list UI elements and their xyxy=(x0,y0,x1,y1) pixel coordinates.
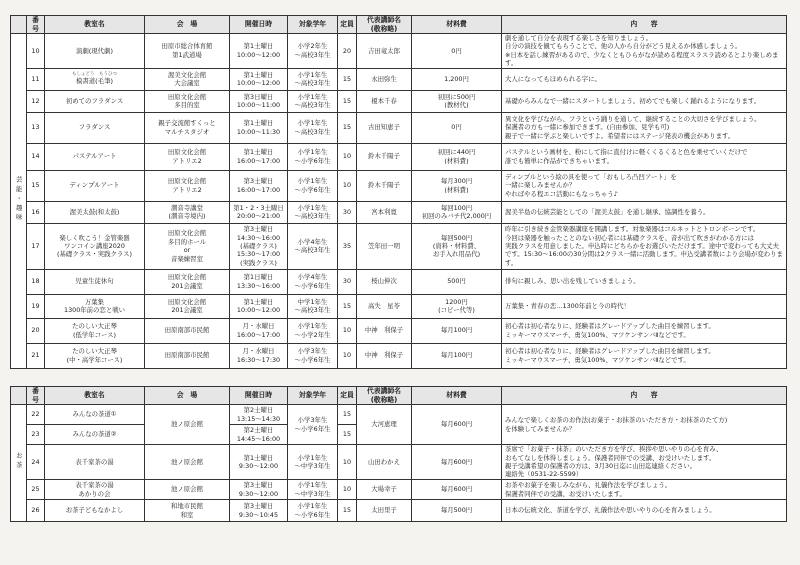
grade: 小学1年生 ～小学6年生 xyxy=(288,500,338,522)
schedule: 第1土曜日 10:00～12:00 xyxy=(230,34,288,69)
arts-hobbies-table xyxy=(10,15,787,369)
instructor-header: 代表講師名 (敬称略) xyxy=(357,16,412,34)
class-name-header: 教室名 xyxy=(45,387,145,405)
number-header: 番号 xyxy=(27,387,45,405)
schedule: 第2土曜日 14:45～16:00 xyxy=(230,425,288,445)
table-row xyxy=(11,34,787,69)
content: 初心者は初心者なりに、経験者はグレードアップした曲目を練習します。 ミッキーマウスマーチ、勇気100%、マツケンサンバⅡなどです。 xyxy=(502,318,787,343)
class-name: お茶子どもなかよし xyxy=(45,500,145,522)
grade-header: 対象学年 xyxy=(288,16,338,34)
capacity: 15 xyxy=(338,112,357,143)
fee: 毎月600円 xyxy=(412,405,502,445)
instructor: 笠年田一明 xyxy=(357,223,412,269)
grade: 小学3年生 ～小学6年生 xyxy=(288,343,338,368)
grade: 小学1年生 ～高校3年生 xyxy=(288,90,338,112)
content: ディンプルという絵の具を使って「おもしろ凸凹アート」を 一緒に楽しみませんか？ やればやる程エコ活動にもなっちゃう♪ xyxy=(502,170,787,201)
capacity: 15 xyxy=(338,68,357,90)
venue: 池ノ原会館 xyxy=(145,480,230,500)
class-name: 渥美太鼓(和太鼓) xyxy=(45,201,145,223)
header-row xyxy=(11,387,787,405)
venue-header: 会 場 xyxy=(145,387,230,405)
row-number: 22 xyxy=(27,405,45,425)
instructor: 永田弥生 xyxy=(357,68,412,90)
tea-ceremony-table xyxy=(10,386,787,522)
venue: 田原文化会館 多目的ホール or 音楽練習室 xyxy=(145,223,230,269)
capacity: 15 xyxy=(338,405,357,425)
table-row xyxy=(11,318,787,343)
schedule: 月・水曜日 16:00～17:00 xyxy=(230,318,288,343)
content: パステルという画材を、粉にして指に直付けに軽くくるくると色を乗せていくだけで 誰でも簡単に作品ができちゃいます。 xyxy=(502,143,787,170)
class-name: 楽しく吹こう！金管楽器 ワンコイン講座2020 (基礎クラス・実践クラス) xyxy=(45,223,145,269)
row-number: 26 xyxy=(27,500,45,522)
instructor: 吉田竜太郎 xyxy=(357,34,412,69)
content: 渥美半島の伝統芸能としての「渥美太鼓」を通し継承、協調性を養う。 xyxy=(502,201,787,223)
grade: 小学4年生 ～高校3年生 xyxy=(288,223,338,269)
row-number: 17 xyxy=(27,223,45,269)
capacity: 10 xyxy=(338,318,357,343)
row-number: 20 xyxy=(27,318,45,343)
table-row xyxy=(11,343,787,368)
row-number: 14 xyxy=(27,143,45,170)
fee-header: 材料費 xyxy=(412,16,502,34)
capacity-header: 定員 xyxy=(338,387,357,405)
venue: 田原文化会館 アトリエ2 xyxy=(145,143,230,170)
row-number: 12 xyxy=(27,90,45,112)
fee: 毎回500円 (資料・材料費、 お手入れ用品代) xyxy=(412,223,502,269)
grade: 小学1年生 ～高校3年生 xyxy=(288,112,338,143)
capacity: 35 xyxy=(338,223,357,269)
schedule: 第3土曜日 9:30～12:00 xyxy=(230,480,288,500)
grade: 小学1年生 ～小学6年生 xyxy=(288,170,338,201)
schedule: 第3土曜日 14:30～16:00 (基礎クラス) 15:30～17:00 (実践クラス) xyxy=(230,223,288,269)
venue: 親子交流館すくっと マルチスタジオ xyxy=(145,112,230,143)
class-name: フラダンス xyxy=(45,112,145,143)
capacity: 30 xyxy=(338,269,357,294)
grade: 小学1年生 ～小学6年生 xyxy=(288,143,338,170)
class-name: たのしい大正琴 (低学年コース) xyxy=(45,318,145,343)
capacity-header: 定員 xyxy=(338,16,357,34)
venue: 田原文化会館 アトリエ2 xyxy=(145,170,230,201)
row-number: 16 xyxy=(27,201,45,223)
instructor: 山田わかえ xyxy=(357,445,412,480)
capacity: 15 xyxy=(338,425,357,445)
instructor: 大河恵理 xyxy=(357,405,412,445)
capacity: 10 xyxy=(338,170,357,201)
instructor: 鈴木千陽子 xyxy=(357,170,412,201)
class-name: 初めてのフラダンス xyxy=(45,90,145,112)
capacity: 10 xyxy=(338,343,357,368)
category-label: お茶 xyxy=(11,405,27,522)
content: 俳句に親しみ、思い出を残していきましょう。 xyxy=(502,269,787,294)
grade: 小学1年生 ～中学3年生 xyxy=(288,480,338,500)
venue: 和地市民館 和室 xyxy=(145,500,230,522)
content: 異文化を学びながら、フラという踊りを通して、継続することの大切さを学びましょう。 保護者の方も一緒に参加できます。(自由参加、見学も可) 親子で一緒に学ぶと楽しいですよ。希望者にはステージ発表の機会があります。 xyxy=(502,112,787,143)
fee: 500円 xyxy=(412,269,502,294)
table-row xyxy=(11,294,787,318)
schedule-header: 開催日時 xyxy=(230,387,288,405)
table-row xyxy=(11,201,787,223)
row-number: 11 xyxy=(27,68,45,90)
fee: 1200円 (コピー代等) xyxy=(412,294,502,318)
schedule: 月・水曜日 16:30～17:30 xyxy=(230,343,288,368)
row-number: 19 xyxy=(27,294,45,318)
category-header xyxy=(11,387,27,405)
grade: 小学3年生 ～小学6年生 xyxy=(288,405,338,445)
schedule: 第1土曜日 16:00～17:00 xyxy=(230,143,288,170)
grade: 中学1年生 ～高校3年生 xyxy=(288,294,338,318)
content: 茶席で「お菓子・抹茶」のいただき方を学び、挨拶や思いやりの心を育み、 おもてなしを体得しましょう。保護者同伴での受講、お受けいたします。 親子受講希望の保護者の方は、3月30日迄に山田迄連絡ください。 連絡先（0531-22-5599） xyxy=(502,445,787,480)
row-number: 23 xyxy=(27,425,45,445)
table-row xyxy=(11,90,787,112)
schedule: 第1土曜日 10:00～12:00 xyxy=(230,68,288,90)
class-name: みんなの茶道② xyxy=(45,425,145,445)
class-name: 児童生徒休句 xyxy=(45,269,145,294)
instructor: 大場幸子 xyxy=(357,480,412,500)
schedule: 第3土曜日 9:30～10:45 xyxy=(230,500,288,522)
venue: 田原文化会館 201会議室 xyxy=(145,269,230,294)
venue: 田原文化会館 多目的室 xyxy=(145,90,230,112)
capacity: 15 xyxy=(338,500,357,522)
content: 基礎からみんなで一緒にスタートしましょう。初めてでも楽しく踊れるようになります。 xyxy=(502,90,787,112)
class-name: ディンプルアート xyxy=(45,170,145,201)
schedule: 第1土曜日 10:00～11:30 xyxy=(230,112,288,143)
class-name-header: 教室名 xyxy=(45,16,145,34)
schedule: 第1土曜日 10:00～12:00 xyxy=(230,294,288,318)
venue: 田原南部市民館 xyxy=(145,343,230,368)
grade: 小学1年生 ～高校3年生 xyxy=(288,201,338,223)
venue: 田原市総合体育館 第1武道場 xyxy=(145,34,230,69)
class-name: みんなの茶道① xyxy=(45,405,145,425)
instructor: 中神 利保子 xyxy=(357,343,412,368)
content: お茶やお菓子を楽しみながら、礼儀作法を学びましょう。 保護者同伴での受講、お受けいたします。 xyxy=(502,480,787,500)
instructor: 桜山伸次 xyxy=(357,269,412,294)
instructor: 太田里子 xyxy=(357,500,412,522)
instructor-header: 代表講師名 (敬称略) xyxy=(357,387,412,405)
number-header: 番号 xyxy=(27,16,45,34)
venue: 田原南部市民館 xyxy=(145,318,230,343)
row-number: 21 xyxy=(27,343,45,368)
class-name: 万葉集 1300年前の恋と戦い xyxy=(45,294,145,318)
venue: 潮音寺講堂 (潮音寺境内) xyxy=(145,201,230,223)
fee: 0円 xyxy=(412,34,502,69)
table-row xyxy=(11,143,787,170)
class-name: 演劇(現代劇) xyxy=(45,34,145,69)
grade: 小学1年生 ～小学2年生 xyxy=(288,318,338,343)
instructor: 榎本千春 xyxy=(357,90,412,112)
venue-header: 会 場 xyxy=(145,16,230,34)
instructor: 鈴木千陽子 xyxy=(357,143,412,170)
category-header xyxy=(11,16,27,34)
row-number: 10 xyxy=(27,34,45,69)
table-row xyxy=(11,68,787,90)
content: 昨年に引き続き金管楽器講座を開講します。対象楽器はコルネットとトロンボーンです。 今回は楽器を触ったことのない初心者には基礎クラスを、音が出て吹きがわかる方には 実践クラスを用意しました。申込時にどちらかをお選びいただけます。途中で変わっても大丈夫です。15:30～16:00の30分間は2クラス一緒に活動します。申込受講者数により会場が変わります。 xyxy=(502,223,787,269)
row-number: 18 xyxy=(27,269,45,294)
row-number: 25 xyxy=(27,480,45,500)
table-row xyxy=(11,223,787,269)
class-name xyxy=(45,68,145,90)
grade: 小学2年生 ～高校3年生 xyxy=(288,34,338,69)
fee: 毎月100円 xyxy=(412,318,502,343)
table-row xyxy=(11,269,787,294)
content: みんなで楽しくお茶のお作法(お菓子・お抹茶のいただき方・お抹茶のたて方) を体験してみませんか？ xyxy=(502,405,787,445)
fee: 毎回100円 初回のみバチ代2,000円 xyxy=(412,201,502,223)
capacity: 10 xyxy=(338,445,357,480)
grade: 小学4年生 ～小学6年生 xyxy=(288,269,338,294)
fee: 1,200円 xyxy=(412,68,502,90)
fee: 初回に440円 (材料費) xyxy=(412,143,502,170)
row-number: 13 xyxy=(27,112,45,143)
class-name-ruby: もしょどう もうひつ xyxy=(72,72,117,78)
capacity: 15 xyxy=(338,90,357,112)
content: 日本の伝統文化、茶道を学び、礼儀作法や思いやりの心を育みましょう。 xyxy=(502,500,787,522)
content: 初心者は初心者なりに、経験者はグレードアップした曲目を練習します。 ミッキーマウスマーチ、勇気100%、マツケンサンバⅡなどです。 xyxy=(502,343,787,368)
capacity: 10 xyxy=(338,480,357,500)
fee: 毎月500円 xyxy=(412,500,502,522)
schedule: 第1・2・3土曜日 20:00～21:00 xyxy=(230,201,288,223)
content-header: 内 容 xyxy=(502,387,787,405)
class-name: パステルアート xyxy=(45,143,145,170)
row-number: 24 xyxy=(27,445,45,480)
venue: 池ノ原会館 xyxy=(145,445,230,480)
class-name: たのしい大正琴 (中・高学年コース) xyxy=(45,343,145,368)
fee-header: 材料費 xyxy=(412,387,502,405)
schedule: 第2土曜日 13:15～14:30 xyxy=(230,405,288,425)
content: 劇を通して自分を表現する楽しさを知りましょう。 自分の演技を観てもらうことで、他の人から自分がどう見えるか体感しましょう。 ※日本を話し練習があるので、少なくともひらがなが読める程度スラスラ読めるとより楽しめます。 xyxy=(502,34,787,69)
grade-header: 対象学年 xyxy=(288,387,338,405)
table-row xyxy=(11,480,787,500)
instructor: 中神 利保子 xyxy=(357,318,412,343)
fee: 初回に500円 (教材代) xyxy=(412,90,502,112)
schedule-header: 開催日時 xyxy=(230,16,288,34)
fee: 0円 xyxy=(412,112,502,143)
grade: 小学1年生 ～高校3年生 xyxy=(288,68,338,90)
fee: 毎月300円 (材料費) xyxy=(412,170,502,201)
fee: 毎月100円 xyxy=(412,343,502,368)
class-name-text: 模書道(毛筆) xyxy=(76,77,113,86)
schedule: 第3日曜日 10:00～11:00 xyxy=(230,90,288,112)
schedule: 第3土曜日 16:00～17:00 xyxy=(230,170,288,201)
venue: 田原文化会館 201会議室 xyxy=(145,294,230,318)
class-name: 表千家茶の湯 xyxy=(45,445,145,480)
fee: 毎月600円 xyxy=(412,445,502,480)
schedule: 第1土曜日 9:30～12:00 xyxy=(230,445,288,480)
capacity: 15 xyxy=(338,294,357,318)
table-row xyxy=(11,500,787,522)
row-number: 15 xyxy=(27,170,45,201)
fee: 毎月600円 xyxy=(412,480,502,500)
instructor: 宮本利寛 xyxy=(357,201,412,223)
content: 大人になってもほめられる字に。 xyxy=(502,68,787,90)
content: 万葉集・青春の恋…1300年前と今の時代！ xyxy=(502,294,787,318)
header-row xyxy=(11,16,787,34)
instructor: 古田知恵子 xyxy=(357,112,412,143)
capacity: 10 xyxy=(338,143,357,170)
content-header: 内 容 xyxy=(502,16,787,34)
category-label: 芸能・趣味 xyxy=(11,34,27,369)
table-row xyxy=(11,170,787,201)
table-row xyxy=(11,112,787,143)
class-name: 表千家茶の湯 あかりの会 xyxy=(45,480,145,500)
instructor: 高失 星苓 xyxy=(357,294,412,318)
schedule: 第1日曜日 13:30～16:00 xyxy=(230,269,288,294)
capacity: 30 xyxy=(338,201,357,223)
table-row xyxy=(11,405,787,425)
venue: 池ノ原会館 xyxy=(145,405,230,445)
capacity: 20 xyxy=(338,34,357,69)
grade: 小学1年生 ～中学3年生 xyxy=(288,445,338,480)
table-row xyxy=(11,445,787,480)
venue: 渥美文化会館 大会議室 xyxy=(145,68,230,90)
